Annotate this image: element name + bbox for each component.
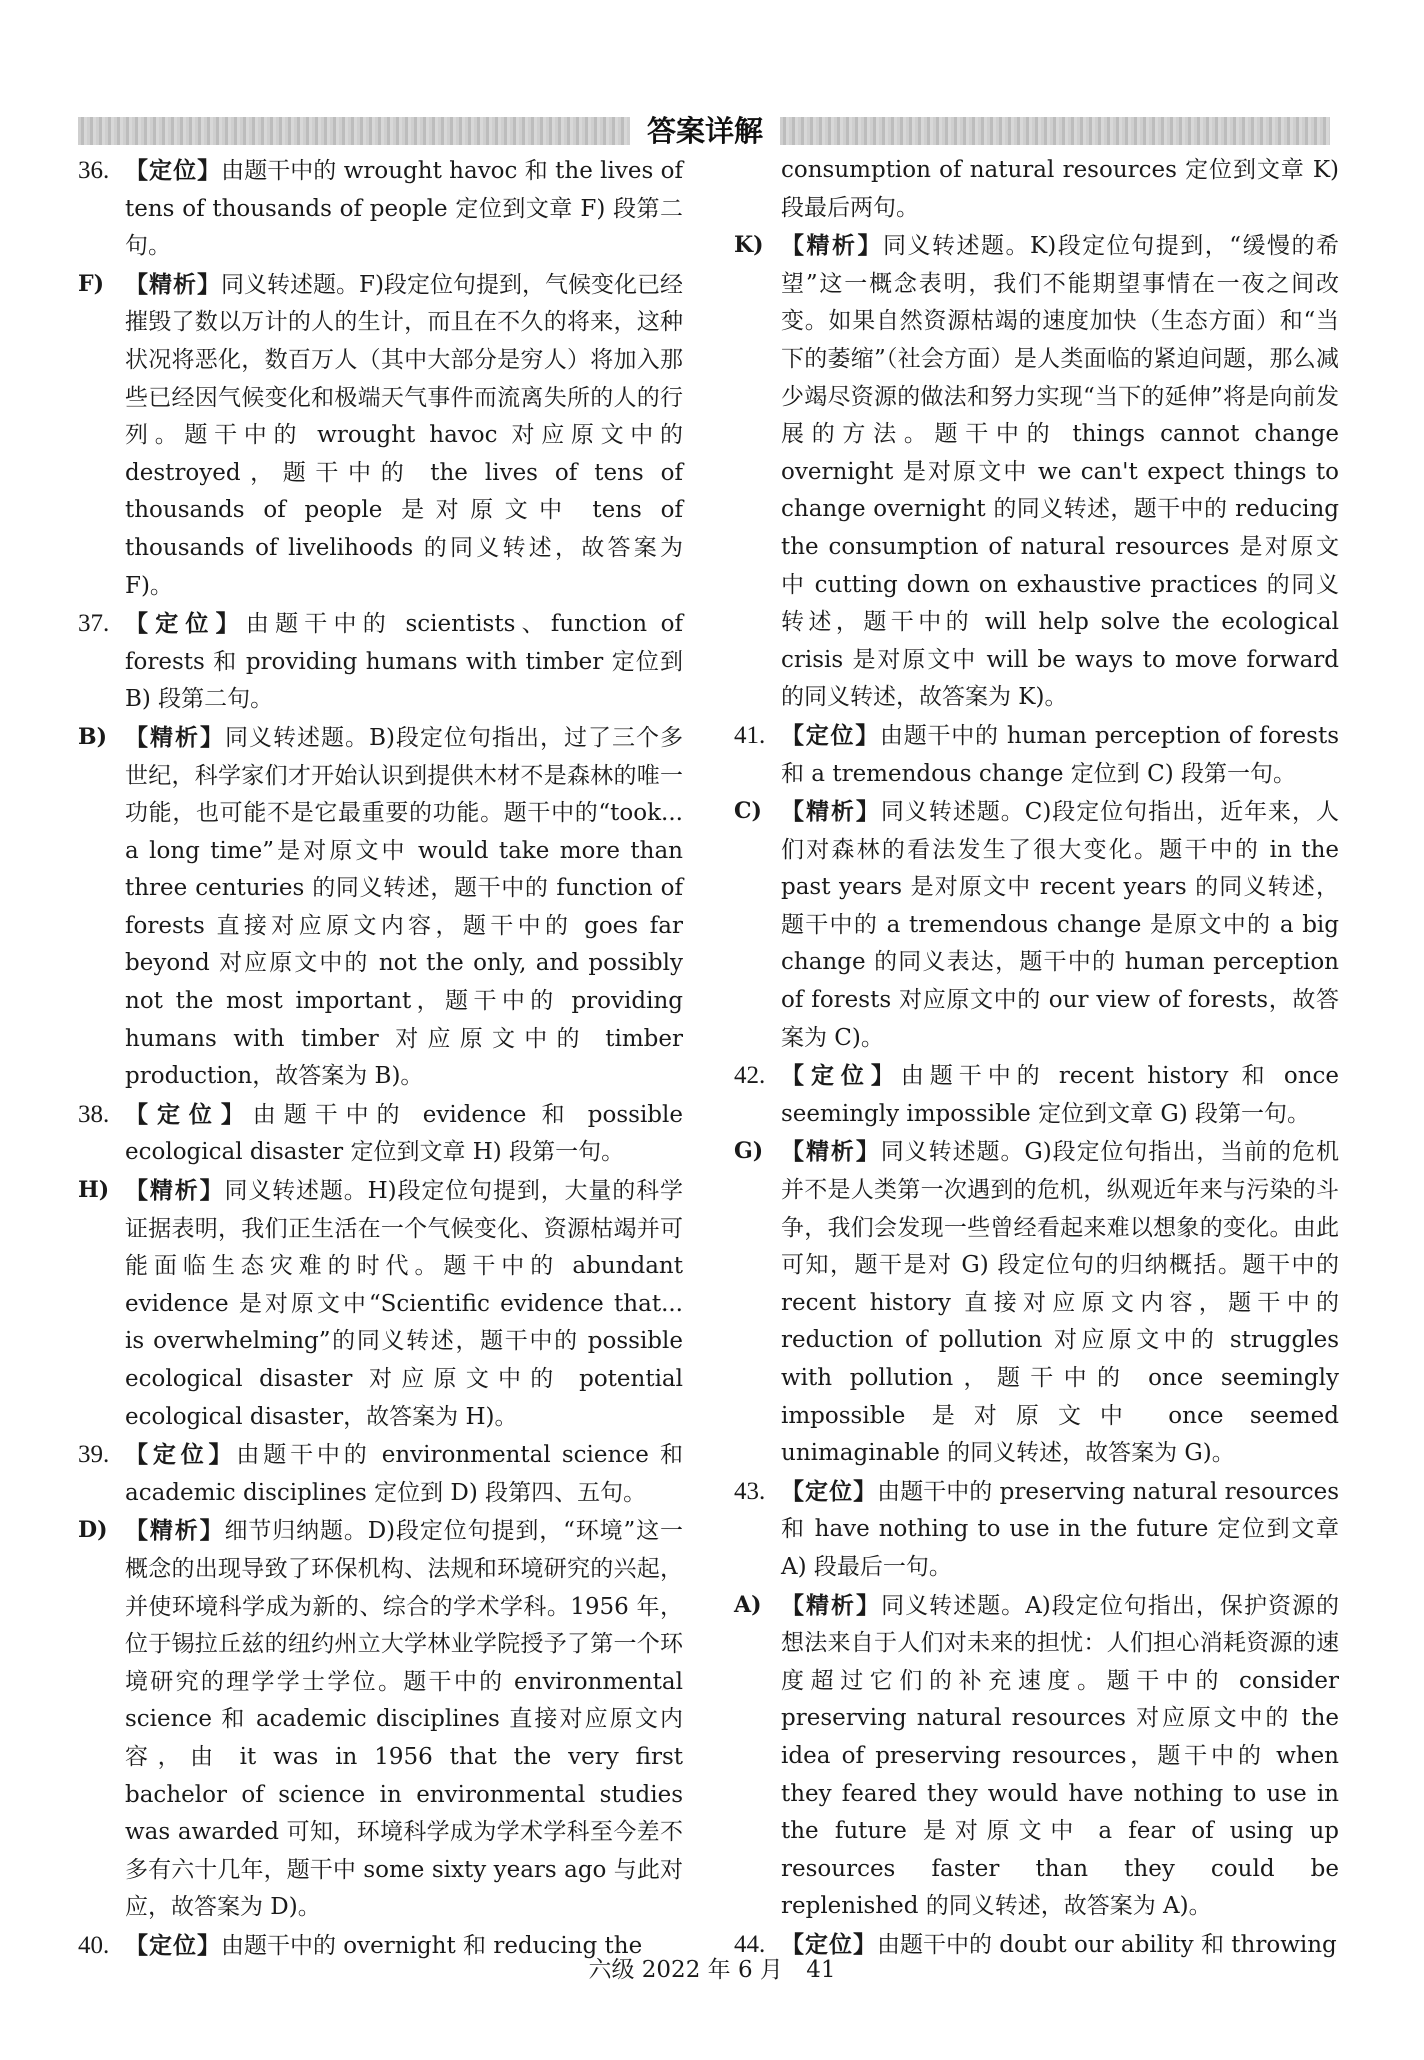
entry-body: 由题干中的 wrought havoc 和 the lives of tens of thousands of people 定位到文章 F) 段第二句。 <box>125 158 683 260</box>
page-footer <box>0 1955 1424 1985</box>
entry-text <box>125 605 683 719</box>
entry-marker: G) <box>734 1138 764 1165</box>
entry-tag: 【定位】 <box>125 1931 221 1959</box>
answer-entry <box>78 719 683 1096</box>
entry-text <box>781 227 1339 717</box>
entry-text <box>125 152 683 266</box>
answer-entry <box>78 1172 683 1436</box>
answer-entry <box>78 1096 683 1172</box>
entry-tag: 【定位】 <box>125 157 222 184</box>
answer-entry <box>734 1473 1339 1587</box>
entry-tag: 【定位】 <box>781 1930 877 1958</box>
entry-marker: 44. <box>734 1930 766 1958</box>
answer-entry <box>734 1587 1339 1926</box>
entry-marker: 38. <box>78 1100 110 1128</box>
entry-marker: B) <box>78 723 108 750</box>
entry-marker: A) <box>734 1591 762 1618</box>
entry-body: 由题干中的 evidence 和 possible ecological disaster 定位到文章 H) 段第一句。 <box>125 1101 683 1166</box>
entry-marker: 43. <box>734 1477 766 1505</box>
entry-marker: D) <box>78 1517 108 1544</box>
entry-text <box>125 1436 683 1512</box>
entry-tag: 【精析】 <box>781 232 884 260</box>
answer-entry <box>734 717 1339 793</box>
entry-tag: 【精析】 <box>125 1177 225 1205</box>
entry-marker: 39. <box>78 1441 110 1469</box>
entry-tag: 【精析】 <box>125 270 222 298</box>
entry-tag: 【定位】 <box>125 610 246 638</box>
entry-body: 同义转述题。C)段定位句指出，近年来，人们对森林的看法发生了很大变化。题干中的 in the past years 是对原文中 recent years 的同义转述，题干中的 a tremendous change 是原文中的 a big change 的同义表达，题干中的 human perception of forests 对应原文中的 our view of forests，故答案为 C)。 <box>781 799 1340 1051</box>
answer-entry <box>78 605 683 719</box>
answer-entry <box>78 266 683 605</box>
entry-text <box>125 266 683 605</box>
entry-marker: 40. <box>78 1931 110 1959</box>
entry-body: 由题干中的 scientists、function of forests 和 providing humans with timber 定位到 B) 段第二句。 <box>125 611 683 713</box>
entry-tag: 【定位】 <box>125 1441 237 1469</box>
entry-marker: 42. <box>734 1062 766 1090</box>
answer-entry <box>78 1436 683 1512</box>
answer-entry <box>734 1057 1339 1133</box>
entry-tag: 【定位】 <box>125 1100 253 1128</box>
entry-text <box>125 719 683 1096</box>
entry-body: 由题干中的 human perception of forests 和 a tremendous change 定位到 C) 段第一句。 <box>781 722 1340 787</box>
entry-body: 同义转述题。H)段定位句提到，大量的科学证据表明，我们正生活在一个气候变化、资源枯竭并可能面临生态灾难的时代。题干中的 abundant evidence 是对原文中“Scientific evidence that... is overwhelming”的同义转述，题干中的 possible ecological disaster 对应原文中的 potential ecological disaster，故答案为 H)。 <box>125 1178 684 1430</box>
entry-body: 由题干中的 doubt our ability 和 throwing <box>877 1931 1337 1958</box>
answer-entry <box>734 793 1339 1057</box>
answer-entry <box>734 1133 1339 1472</box>
entry-marker: H) <box>78 1177 110 1204</box>
entry-text <box>125 1172 683 1436</box>
entry-tag: 【精析】 <box>125 1517 225 1545</box>
entry-body: 同义转述题。G)段定位句指出，当前的危机并不是人类第一次遇到的危机，纵观近年来与污染的斗争，我们会发现一些曾经看起来难以想象的变化。由此可知，题干是对 G) 段定位句的归纳概括。题干中的 recent history 直接对应原文内容，题干中的 reduction of pollution 对应原文中的 struggles with pollution，题干中的 once seemingly impossible 是对原文中 once seemed unimaginable 的同义转述，故答案为 G)。 <box>781 1139 1339 1467</box>
entry-tag: 【精析】 <box>781 1591 882 1619</box>
entry-body: 细节归纳题。D)段定位句提到，“环境”这一概念的出现导致了环保机构、法规和环境研究的兴起，并使环境科学成为新的、综合的学术学科。1956 年，位于锡拉丘兹的纽约州立大学林业学院授予了第一个环境研究的理学学士学位。题干中的 environmental science 和 academic disciplines 直接对应原文内容，由 it was in 1956 that the very first bachelor of science in environmental studies was awarded 可知，环境科学成为学术学科至今差不多有六十几年，题干中 some sixty years ago 与此对应，故答案为 D)。 <box>125 1518 684 1921</box>
entry-text <box>781 1057 1339 1133</box>
entry-text <box>125 1096 683 1172</box>
page-header-title: 答案详解 <box>630 110 780 152</box>
entry-tag: 【定位】 <box>781 1477 878 1505</box>
entry-tag: 【定位】 <box>781 721 881 749</box>
footer-exam-label: 六级 2022 年 6 月 <box>588 1957 783 1983</box>
entry-text <box>125 1512 683 1927</box>
entry-marker: 37. <box>78 610 110 638</box>
right-column <box>734 152 1339 1965</box>
entry-body: 同义转述题。A)段定位句指出，保护资源的想法来自于人们对未来的担忧：人们担心消耗资源的速度超过它们的补充速度。题干中的 consider preserving natural resources 对应原文中的 the idea of preserving resources，题干中的 when they feared they would have nothing to use in the future 是对原文中 a fear of using up resources faster than they could be replenished 的同义转述，故答案为 A)。 <box>781 1592 1339 1920</box>
entry-marker: 36. <box>78 157 110 184</box>
entry-body: 由题干中的 recent history 和 once seemingly impossible 定位到文章 G) 段第一句。 <box>781 1063 1339 1127</box>
entry-marker: K) <box>734 232 764 259</box>
entry-body: 同义转述题。F)段定位句提到，气候变化已经摧毁了数以万计的人的生计，而且在不久的将来，这种状况将恶化，数百万人（其中大部分是穷人）将加入那些已经因气候变化和极端天气事件而流离失所的人的行列。题干中的 wrought havoc 对应原文中的 destroyed，题干中的 the lives of tens of thousands of people 是对原文中 tens of thousands of livelihoods 的同义转述，故答案为 F)。 <box>125 271 683 599</box>
entry-tag: 【精析】 <box>781 1138 881 1166</box>
entry-marker: F) <box>78 270 105 297</box>
answer-entry <box>734 152 1339 227</box>
entry-tag: 【定位】 <box>781 1062 901 1090</box>
entry-text <box>781 1587 1339 1926</box>
entry-body: 同义转述题。K)段定位句提到，“缓慢的希望”这一概念表明，我们不能期望事情在一夜之间改变。如果自然资源枯竭的速度加快（生态方面）和“当下的萎缩”（社会方面）是人类面临的紧迫问题，那么减少竭尽资源的做法和努力实现“当下的延伸”将是向前发展的方法。题干中的 things cannot change overnight 是对原文中 we can't expect things to change overnight 的同义转述，题干中的 reducing the consumption of natural resources 是对原文中 cutting down on exhaustive practices 的同义转述，题干中的 will help solve the ecological crisis 是对原文中 will be ways to move forward 的同义转述，故答案为 K)。 <box>781 233 1339 711</box>
entry-body: 由题干中的 environmental science 和 academic disciplines 定位到 D) 段第四、五句。 <box>125 1442 683 1506</box>
entry-tag: 【精析】 <box>781 798 881 826</box>
entry-body: consumption of natural resources 定位到文章 K) 段最后两句。 <box>781 157 1339 221</box>
entry-text <box>781 793 1339 1057</box>
page-number: 41 <box>806 1957 836 1983</box>
entry-body: 由题干中的 overnight 和 reducing the <box>221 1932 643 1959</box>
entry-tag: 【精析】 <box>125 723 226 751</box>
entry-text <box>781 152 1339 227</box>
entry-marker: C) <box>734 798 762 825</box>
entry-text <box>781 1473 1339 1587</box>
answer-entry <box>734 227 1339 717</box>
entry-text <box>781 1133 1339 1472</box>
entry-text <box>781 717 1339 793</box>
entry-body: 同义转述题。B)段定位句指出，过了三个多世纪，科学家们才开始认识到提供木材不是森林的唯一功能，也可能不是它最重要的功能。题干中的“took... a long time”是对原文中 would take more than three centuries 的同义转述，题干中的 function of forests 直接对应原文内容，题干中的 goes far beyond 对应原文中的 not the only, and possibly not the most important，题干中的 providing humans with timber 对应原文中的 timber production，故答案为 B)。 <box>125 724 684 1090</box>
entry-body: 由题干中的 preserving natural resources 和 have nothing to use in the future 定位到文章 A) 段最后一句。 <box>781 1478 1340 1580</box>
entry-marker: 41. <box>734 721 766 749</box>
answer-entry <box>78 1512 683 1927</box>
answer-entry <box>78 152 683 266</box>
left-column <box>78 152 683 1966</box>
